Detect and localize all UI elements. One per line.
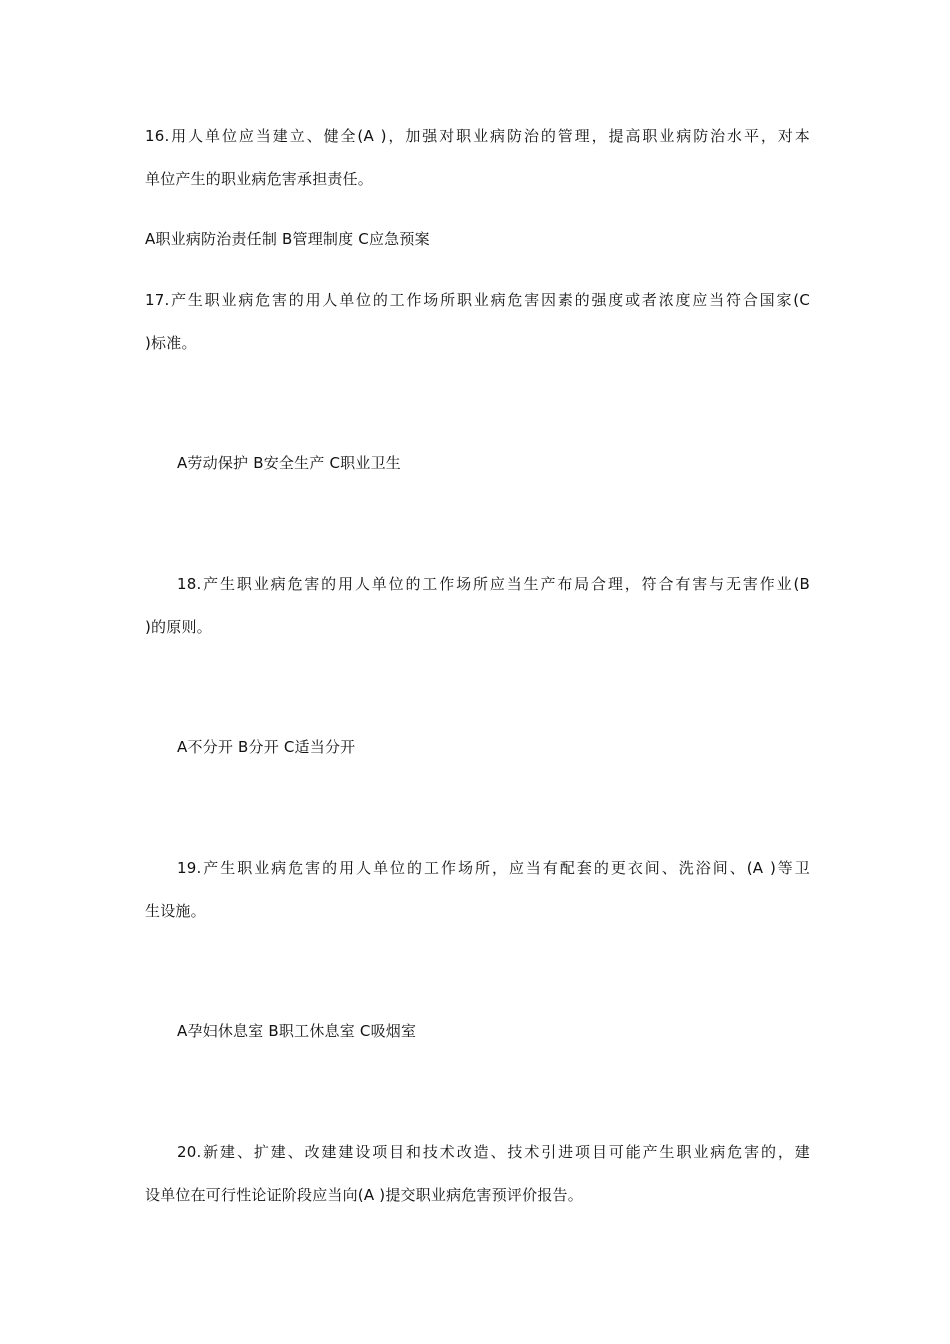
question-18-stem-line1: 18.产生职业病危害的用人单位的工作场所应当生产布局合理，符合有害与无害作业(B [177,575,810,593]
question-19-stem-line1: 19.产生职业病危害的用人单位的工作场所，应当有配套的更衣间、洗浴间、(A )等卫 [177,859,810,877]
question-18-options: A不分开 B分开 C适当分开 [177,738,356,756]
question-18-stem-line2: )的原则。 [145,618,212,636]
question-17-options: A劳动保护 B安全生产 C职业卫生 [177,454,401,472]
question-16-options: A职业病防治责任制 B管理制度 C应急预案 [145,230,430,248]
question-16-stem-line2: 单位产生的职业病危害承担责任。 [145,170,374,188]
question-17-stem-line2: )标准。 [145,334,197,352]
question-17-stem-line1: 17.产生职业病危害的用人单位的工作场所职业病危害因素的强度或者浓度应当符合国家(C [145,291,810,309]
question-16-stem-line1: 16.用人单位应当建立、健全(A )，加强对职业病防治的管理，提高职业病防治水平，对本 [145,127,810,145]
question-20-stem-line2: 设单位在可行性论证阶段应当向(A )提交职业病危害预评价报告。 [145,1186,583,1204]
question-20-stem-line1: 20.新建、扩建、改建建设项目和技术改造、技术引进项目可能产生职业病危害的，建 [177,1143,810,1161]
question-19-options: A孕妇休息室 B职工休息室 C吸烟室 [177,1022,417,1040]
question-19-stem-line2: 生设施。 [145,902,206,920]
